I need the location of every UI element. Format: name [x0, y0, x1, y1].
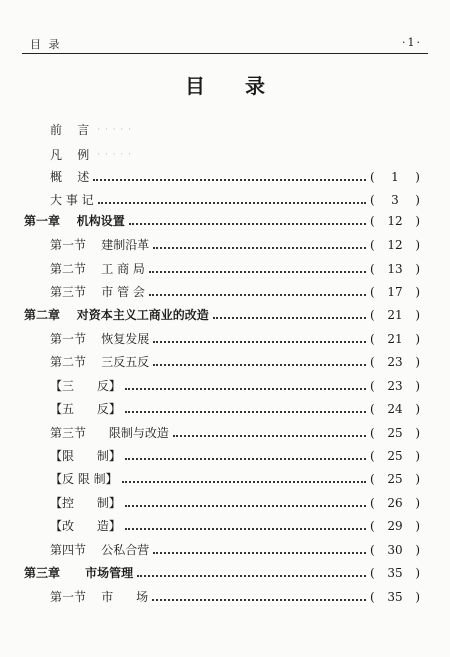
toc-entry-label: 第三章 市场管理 — [24, 566, 134, 580]
toc-entry — [50, 168, 420, 186]
toc-page-number — [370, 541, 420, 559]
paren-open: ( — [370, 332, 375, 346]
toc-entry-label: 第一章 机构设置 — [24, 214, 125, 228]
paren-close: ) — [415, 590, 420, 604]
dot-leader — [137, 575, 366, 577]
toc-entry-label: 【限 制】 — [50, 449, 121, 463]
running-header — [24, 36, 426, 52]
paren-open: ( — [370, 426, 375, 440]
paren-open: ( — [370, 566, 375, 580]
toc-page-number — [370, 260, 420, 278]
page-number-value: 29 — [387, 519, 403, 533]
toc-entry — [50, 353, 420, 371]
toc-entry-label: 前 言 — [50, 123, 90, 137]
toc-entry — [50, 541, 420, 559]
toc-entry-label: 第二章 对资本主义工商业的改造 — [24, 308, 209, 322]
paren-close: ) — [415, 285, 420, 299]
paren-close: ) — [415, 193, 420, 207]
paren-open: ( — [370, 193, 375, 207]
page-number-value: 35 — [387, 590, 403, 604]
paren-close: ) — [415, 402, 420, 416]
toc-page-number — [370, 494, 420, 512]
toc-entry — [50, 121, 132, 139]
toc-entry-label: 第二节 三反五反 — [50, 355, 150, 369]
page-number-value: 24 — [387, 402, 403, 416]
toc-entry — [50, 260, 420, 278]
paren-open: ( — [370, 214, 375, 228]
toc-entry-label: 大 事 记 — [50, 193, 94, 207]
page-number-value: 1 — [391, 170, 399, 184]
dot-leader — [149, 271, 366, 273]
dot-leader — [125, 388, 366, 390]
paren-open: ( — [370, 262, 375, 276]
paren-open: ( — [370, 449, 375, 463]
toc-chapter-entry — [24, 564, 420, 582]
paren-close: ) — [415, 426, 420, 440]
dot-leader — [153, 247, 366, 249]
dot-leader — [153, 552, 366, 554]
toc-entry-label: 【改 造】 — [50, 519, 121, 533]
toc-page-number — [370, 447, 420, 465]
header-page-number: ·1· — [402, 36, 422, 49]
toc-entry — [50, 283, 420, 301]
toc-entry — [50, 588, 420, 606]
toc-entry — [50, 517, 420, 535]
paren-close: ) — [415, 543, 420, 557]
toc-entry — [50, 400, 420, 418]
page-number-value: 12 — [387, 238, 403, 252]
paren-open: ( — [370, 543, 375, 557]
paren-close: ) — [415, 449, 420, 463]
paren-open: ( — [370, 379, 375, 393]
faint-leader: · · · · · — [97, 125, 133, 135]
paren-open: ( — [370, 519, 375, 533]
toc-page-number — [370, 236, 420, 254]
paren-close: ) — [415, 496, 420, 510]
paren-close: ) — [415, 519, 420, 533]
paren-close: ) — [415, 238, 420, 252]
dot-leader — [98, 202, 366, 204]
dot-leader — [122, 481, 366, 483]
toc-page-number — [370, 212, 420, 230]
toc-page-number — [370, 353, 420, 371]
toc-entry-label: 【五 反】 — [50, 402, 121, 416]
toc-page-number — [370, 517, 420, 535]
toc-entry-label: 第一节 市 场 — [50, 590, 149, 604]
paren-close: ) — [415, 214, 420, 228]
paren-close: ) — [415, 308, 420, 322]
page-number-value: 13 — [387, 262, 403, 276]
toc-entry-label: 第一节 建制沿革 — [50, 238, 150, 252]
toc-page-number — [370, 564, 420, 582]
page-number-value: 23 — [387, 379, 403, 393]
dot-leader — [152, 599, 366, 601]
page-number-value: 23 — [387, 355, 403, 369]
paren-open: ( — [370, 285, 375, 299]
toc-page-number — [370, 168, 420, 186]
toc-entry-label: 第三节 市 管 会 — [50, 285, 145, 299]
paren-close: ) — [415, 379, 420, 393]
toc-page-number — [370, 283, 420, 301]
paren-open: ( — [370, 238, 375, 252]
dot-leader — [125, 458, 366, 460]
paren-close: ) — [415, 355, 420, 369]
dot-leader — [93, 179, 366, 181]
toc-page-number — [370, 191, 420, 209]
toc-page-number — [370, 470, 420, 488]
toc-entry — [50, 191, 420, 209]
toc-page-number — [370, 588, 420, 606]
toc-entry — [50, 377, 420, 395]
toc-entry — [50, 236, 420, 254]
toc-page-number — [370, 306, 420, 324]
page-number-value: 3 — [391, 193, 399, 207]
paren-open: ( — [370, 590, 375, 604]
toc-entry — [50, 470, 420, 488]
toc-entry-label: 第一节 恢复发展 — [50, 332, 150, 346]
dot-leader — [173, 435, 366, 437]
toc-entry-label: 第四节 公私合营 — [50, 543, 150, 557]
toc-entry — [50, 447, 420, 465]
toc-page-number — [370, 400, 420, 418]
toc-chapter-entry — [24, 306, 420, 324]
page-title: 目录 — [185, 74, 305, 98]
paren-open: ( — [370, 472, 375, 486]
page-number-value: 12 — [387, 214, 403, 228]
paren-open: ( — [370, 355, 375, 369]
dot-leader — [125, 505, 366, 507]
page-number-value: 26 — [387, 496, 403, 510]
page-number-value: 17 — [387, 285, 403, 299]
toc-entry-label: 概 述 — [50, 170, 90, 184]
toc-entry-label: 第二节 工 商 局 — [50, 262, 145, 276]
paren-open: ( — [370, 308, 375, 322]
toc-page-number — [370, 424, 420, 442]
toc-page-number — [370, 377, 420, 395]
paren-open: ( — [370, 170, 375, 184]
page-number-value: 35 — [387, 566, 403, 580]
header-rule — [22, 53, 428, 54]
header-section-title: 目 录 — [30, 38, 62, 51]
paren-open: ( — [370, 402, 375, 416]
paren-close: ) — [415, 170, 420, 184]
paren-close: ) — [415, 566, 420, 580]
dot-leader — [129, 223, 366, 225]
toc-entry-label: 【控 制】 — [50, 496, 121, 510]
toc-entry-label: 第三节 限制与改造 — [50, 426, 169, 440]
toc-page-number — [370, 330, 420, 348]
page-number-value: 25 — [387, 472, 403, 486]
dot-leader — [153, 341, 366, 343]
paren-close: ) — [415, 262, 420, 276]
toc-entry-label: 凡 例 — [50, 148, 90, 162]
dot-leader — [125, 528, 366, 530]
page-number-value: 25 — [387, 426, 403, 440]
toc-entry — [50, 494, 420, 512]
toc-entry — [50, 146, 132, 164]
toc-entry-label: 【三 反】 — [50, 379, 121, 393]
page-number-value: 21 — [387, 308, 403, 322]
page-number-value: 25 — [387, 449, 403, 463]
toc-entry — [50, 424, 420, 442]
toc-chapter-entry — [24, 212, 420, 230]
toc-entry-label: 【反 限 制】 — [50, 472, 118, 486]
dot-leader — [125, 411, 366, 413]
paren-close: ) — [415, 472, 420, 486]
dot-leader — [153, 364, 366, 366]
dot-leader — [149, 294, 366, 296]
page-number-value: 30 — [387, 543, 403, 557]
dot-leader — [213, 317, 366, 319]
faint-leader: · · · · · — [97, 150, 133, 160]
paren-close: ) — [415, 332, 420, 346]
toc-entry — [50, 330, 420, 348]
paren-open: ( — [370, 496, 375, 510]
page-number-value: 21 — [387, 332, 403, 346]
